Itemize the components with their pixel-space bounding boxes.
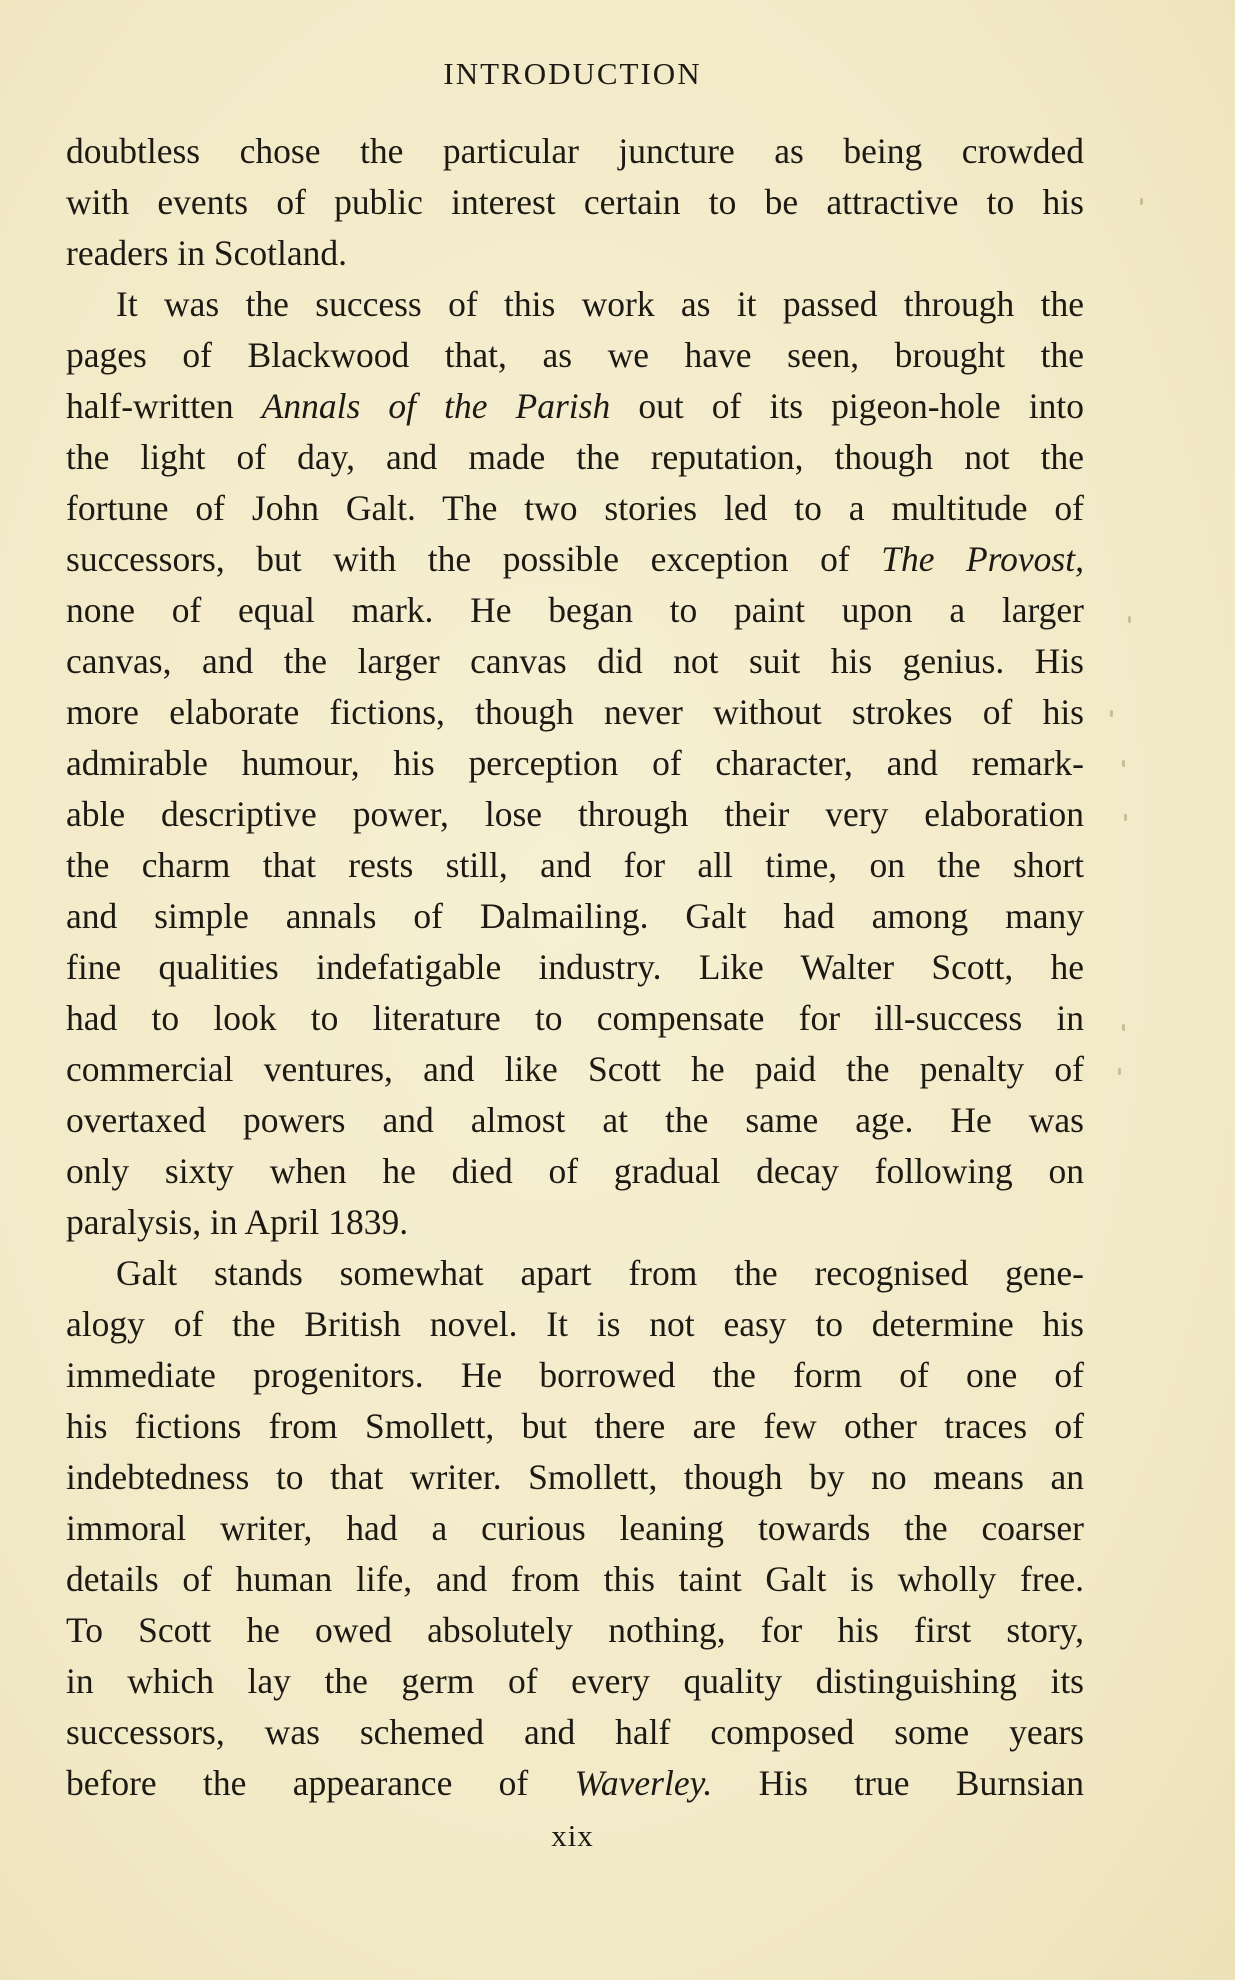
text-line: canvas, and the larger canvas did not suit his genius. His <box>66 641 1084 681</box>
text-line: able descriptive power, lose through their very elaboration <box>66 794 1084 834</box>
text-line <box>66 1758 1084 1809</box>
text-line: alogy of the British novel. It is not easy to determine his <box>66 1304 1084 1344</box>
margin-speck <box>1124 814 1127 821</box>
line-text-after: His true Burnsian <box>712 1763 1084 1803</box>
margin-speck <box>1140 198 1143 205</box>
line-text-before: half-written <box>66 386 262 426</box>
text-line: only sixty when he died of gradual decay following on <box>66 1151 1084 1191</box>
text-line: details of human life, and from this taint Galt is wholly free. <box>66 1559 1084 1599</box>
text-line: overtaxed powers and almost at the same age. He was <box>66 1100 1084 1140</box>
text-line: the charm that rests still, and for all time, on the short <box>66 845 1084 885</box>
italic-title-annals-of-the-parish: Annals of the Parish <box>261 386 611 426</box>
margin-speck <box>1110 710 1113 717</box>
paragraph-start-line: Galt stands somewhat apart from the recognised gene- <box>116 1253 1084 1293</box>
line-text-before: before the appearance of <box>66 1763 575 1803</box>
text-line: had to look to literature to compensate for ill-success in <box>66 998 1084 1038</box>
text-line: To Scott he owed absolutely nothing, for his first story, <box>66 1610 1084 1650</box>
text-line: and simple annals of Dalmailing. Galt had among many <box>66 896 1084 936</box>
text-line: in which lay the germ of every quality distinguishing its <box>66 1661 1084 1701</box>
body-text <box>66 126 1084 1809</box>
paragraph-start-line: It was the success of this work as it passed through the <box>116 284 1084 324</box>
italic-title-the-provost: The Provost, <box>881 539 1084 579</box>
page-number: xix <box>551 1818 594 1853</box>
text-line: fortune of John Galt. The two stories led to a multitude of <box>66 488 1084 528</box>
text-line: successors, was schemed and half composed some years <box>66 1712 1084 1752</box>
text-line: immediate progenitors. He borrowed the form of one of <box>66 1355 1084 1395</box>
text-line: with events of public interest certain to be attractive to his <box>66 182 1084 222</box>
italic-title-waverley: Waverley. <box>574 1763 713 1803</box>
margin-speck <box>1122 760 1125 767</box>
margin-speck <box>1128 616 1131 623</box>
text-line <box>66 534 1084 585</box>
text-line: doubtless chose the particular juncture as being crowded <box>66 131 1084 171</box>
margin-speck <box>1122 1024 1125 1031</box>
text-line: pages of Blackwood that, as we have seen, brought the <box>66 335 1084 375</box>
text-line: paralysis, in April 1839. <box>66 1202 409 1242</box>
text-line: admirable humour, his perception of character, and remark- <box>66 743 1084 783</box>
text-line: immoral writer, had a curious leaning towards the coarser <box>66 1508 1084 1548</box>
text-line: fine qualities indefatigable industry. Like Walter Scott, he <box>66 947 1084 987</box>
text-line <box>66 381 1084 432</box>
text-line: none of equal mark. He began to paint upon a larger <box>66 590 1084 630</box>
text-line: commercial ventures, and like Scott he paid the penalty of <box>66 1049 1084 1089</box>
running-head: INTRODUCTION <box>443 56 702 91</box>
text-line: readers in Scotland. <box>66 233 347 273</box>
line-text-after: out of its pigeon-hole into <box>610 386 1084 426</box>
text-line: more elaborate fictions, though never without strokes of his <box>66 692 1084 732</box>
text-line: his fictions from Smollett, but there are few other traces of <box>66 1406 1084 1446</box>
line-text-before: successors, but with the possible exception of <box>66 539 882 579</box>
text-line: the light of day, and made the reputation, though not the <box>66 437 1084 477</box>
margin-speck <box>1118 1068 1121 1075</box>
text-line: indebtedness to that writer. Smollett, though by no means an <box>66 1457 1084 1497</box>
